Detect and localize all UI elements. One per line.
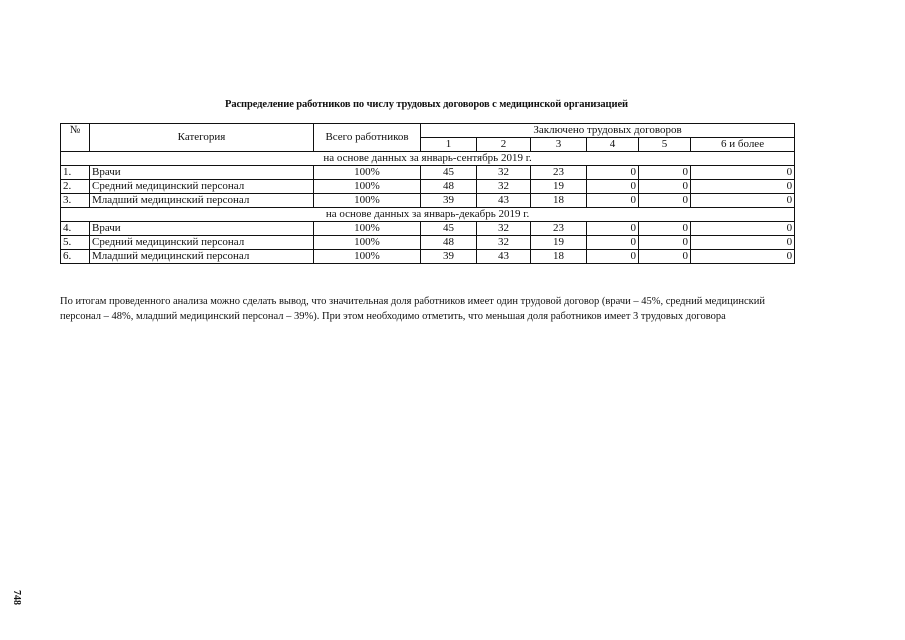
row-contracts-3: 18 — [531, 250, 587, 264]
table-row — [61, 222, 795, 236]
row-contracts-4: 0 — [587, 250, 639, 264]
row-total: 100% — [314, 250, 421, 264]
page-number: 748 — [11, 590, 22, 605]
row-category: Врачи — [90, 222, 314, 236]
header-contracts-group: Заключено трудовых договоров — [421, 124, 795, 138]
section-label: на основе данных за январь-сентябрь 2019 г. — [61, 152, 795, 166]
row-contracts-2: 32 — [477, 236, 531, 250]
row-num: 6. — [61, 250, 90, 264]
row-contracts-1: 48 — [421, 180, 477, 194]
header-num: № — [61, 124, 90, 152]
row-total: 100% — [314, 180, 421, 194]
section-label: на основе данных за январь-декабрь 2019 г. — [61, 208, 795, 222]
section-row — [61, 152, 795, 166]
row-category: Врачи — [90, 166, 314, 180]
row-contracts-4: 0 — [587, 236, 639, 250]
table-row — [61, 250, 795, 264]
row-contracts-4: 0 — [587, 222, 639, 236]
row-contracts-6-plus: 0 — [691, 236, 795, 250]
row-contracts-2: 32 — [477, 222, 531, 236]
row-num: 4. — [61, 222, 90, 236]
row-contracts-5: 0 — [639, 180, 691, 194]
header-contracts-4: 4 — [587, 138, 639, 152]
table-header-row-1 — [61, 124, 795, 138]
table-row — [61, 194, 795, 208]
row-category: Средний медицинский персонал — [90, 180, 314, 194]
header-contracts-3: 3 — [531, 138, 587, 152]
conclusion-paragraph: По итогам проведенного анализа можно сделать вывод, что значительная доля работников имеет один трудовой договор (врачи – 45%, средний медицинский персонал – 48%, младший медицинский персонал – 39%). При этом необходимо отметить, что меньшая доля работников имеет 3 трудовых договора — [60, 296, 765, 322]
row-contracts-3: 23 — [531, 166, 587, 180]
row-contracts-5: 0 — [639, 250, 691, 264]
row-total: 100% — [314, 236, 421, 250]
row-contracts-6-plus: 0 — [691, 194, 795, 208]
row-contracts-3: 18 — [531, 194, 587, 208]
row-contracts-4: 0 — [587, 194, 639, 208]
row-category: Средний медицинский персонал — [90, 236, 314, 250]
row-category: Младший медицинский персонал — [90, 194, 314, 208]
row-contracts-3: 23 — [531, 222, 587, 236]
row-contracts-1: 48 — [421, 236, 477, 250]
row-contracts-5: 0 — [639, 166, 691, 180]
row-contracts-6-plus: 0 — [691, 222, 795, 236]
header-contracts-1: 1 — [421, 138, 477, 152]
header-contracts-5: 5 — [639, 138, 691, 152]
row-num: 5. — [61, 236, 90, 250]
row-contracts-2: 32 — [477, 166, 531, 180]
row-contracts-3: 19 — [531, 180, 587, 194]
header-contracts-6-plus: 6 и более — [691, 138, 795, 152]
row-contracts-1: 45 — [421, 222, 477, 236]
row-contracts-4: 0 — [587, 166, 639, 180]
table-title: Распределение работников по числу трудовых договоров с медицинской организацией — [225, 99, 628, 110]
table-row — [61, 236, 795, 250]
row-total: 100% — [314, 166, 421, 180]
header-total: Всего работников — [314, 124, 421, 152]
row-contracts-6-plus: 0 — [691, 250, 795, 264]
row-contracts-2: 32 — [477, 180, 531, 194]
row-contracts-1: 45 — [421, 166, 477, 180]
row-contracts-5: 0 — [639, 194, 691, 208]
header-contracts-2: 2 — [477, 138, 531, 152]
row-total: 100% — [314, 222, 421, 236]
row-num: 3. — [61, 194, 90, 208]
table-row — [61, 166, 795, 180]
row-category: Младший медицинский персонал — [90, 250, 314, 264]
section-row — [61, 208, 795, 222]
row-contracts-5: 0 — [639, 236, 691, 250]
row-contracts-6-plus: 0 — [691, 180, 795, 194]
table-row — [61, 180, 795, 194]
row-contracts-6-plus: 0 — [691, 166, 795, 180]
row-contracts-4: 0 — [587, 180, 639, 194]
contracts-table — [60, 123, 795, 264]
row-contracts-1: 39 — [421, 250, 477, 264]
row-contracts-3: 19 — [531, 236, 587, 250]
row-num: 1. — [61, 166, 90, 180]
row-contracts-5: 0 — [639, 222, 691, 236]
row-total: 100% — [314, 194, 421, 208]
row-contracts-2: 43 — [477, 194, 531, 208]
row-contracts-2: 43 — [477, 250, 531, 264]
row-contracts-1: 39 — [421, 194, 477, 208]
header-category: Категория — [90, 124, 314, 152]
row-num: 2. — [61, 180, 90, 194]
